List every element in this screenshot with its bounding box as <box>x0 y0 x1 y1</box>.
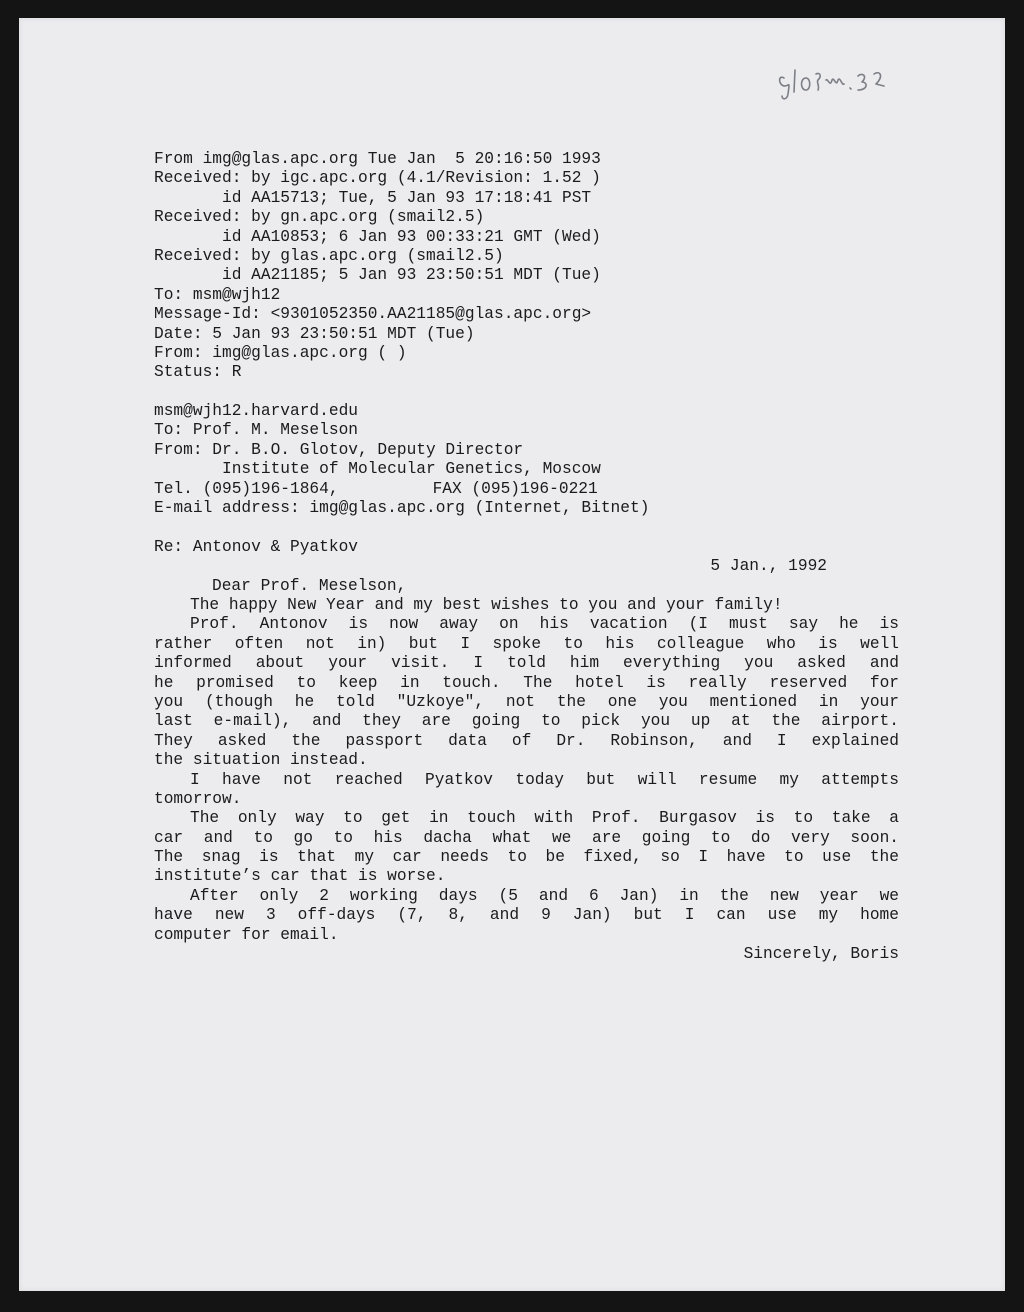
email-headers <box>154 150 899 383</box>
spacer <box>154 383 899 402</box>
body-line: Prof. Antonov is now away on his vacation (I must say he is <box>190 615 899 634</box>
recipient-email: msm@wjh12.harvard.edu <box>154 402 358 421</box>
letter-body <box>154 596 899 945</box>
body-line: They asked the passport data of Dr. Robinson, and I explained <box>154 731 899 750</box>
body-line: The happy New Year and my best wishes to you and your family! <box>190 595 783 614</box>
paper-sheet <box>19 18 1005 1291</box>
email-address-line: E-mail address: img@glas.apc.org (Internet, Bitnet) <box>154 499 650 518</box>
subject-line: Re: Antonov & Pyatkov <box>154 537 358 556</box>
body-line: The only way to get in touch with Prof. Burgasov is to take a <box>190 809 899 828</box>
body-line: last e-mail), and they are going to pick you up at the airport. <box>154 712 899 731</box>
address-block <box>154 402 899 518</box>
tel-number: Tel. (095)196-1864, <box>154 479 339 498</box>
body-line: car and to go to his dacha what we are going to do very soon. <box>154 828 899 847</box>
header-line: Received: by igc.apc.org (4.1/Revision: 1.52 ) <box>154 169 601 188</box>
body-line: he promised to keep in touch. The hotel is really reserved for <box>154 673 899 692</box>
institute-line: Institute of Molecular Genetics, Moscow <box>222 460 601 479</box>
body-line: tomorrow. <box>154 789 242 808</box>
header-line: Received: by glas.apc.org (smail2.5) <box>154 246 504 265</box>
closing-signature: Sincerely, Boris <box>743 945 899 964</box>
header-line: id AA10853; 6 Jan 93 00:33:21 GMT (Wed) <box>222 227 601 246</box>
header-line: Status: R <box>154 363 242 382</box>
header-line: Date: 5 Jan 93 23:50:51 MDT (Tue) <box>154 324 475 343</box>
spacer <box>154 518 899 537</box>
salutation: Dear Prof. Meselson, <box>212 576 407 595</box>
body-line: have new 3 off-days (7, 8, and 9 Jan) but I can use my home <box>154 906 899 925</box>
header-line: From img@glas.apc.org Tue Jan 5 20:16:50 1993 <box>154 150 601 168</box>
header-line: Received: by gn.apc.org (smail2.5) <box>154 208 485 227</box>
fax-number: FAX (095)196-0221 <box>432 479 598 498</box>
body-line: After only 2 working days (5 and 6 Jan) in the new year we <box>190 886 899 905</box>
body-line: you (though he told "Uzkoye", not the one you mentioned in your <box>154 692 899 711</box>
header-line: From: img@glas.apc.org ( ) <box>154 343 407 362</box>
body-line: informed about your visit. I told him everything you asked and <box>154 654 899 673</box>
body-line: I have not reached Pyatkov today but will resume my attempts <box>190 770 899 789</box>
header-line: Message-Id: <9301052350.AA21185@glas.apc.org> <box>154 305 592 324</box>
header-line: To: msm@wjh12 <box>154 285 281 304</box>
header-line: id AA15713; Tue, 5 Jan 93 17:18:41 PST <box>222 188 592 207</box>
email-letter <box>154 150 899 964</box>
phone-fax-line <box>154 480 899 499</box>
handwritten-annotation <box>776 64 906 104</box>
from-line: From: Dr. B.O. Glotov, Deputy Director <box>154 440 524 459</box>
body-line: The snag is that my car needs to be fixed, so I have to use the <box>154 848 899 867</box>
body-line: rather often not in) but I spoke to his colleague who is well <box>154 634 899 653</box>
to-line: To: Prof. M. Meselson <box>154 421 358 440</box>
body-line: institute’s car that is worse. <box>154 867 446 886</box>
letter-date: 5 Jan., 1992 <box>710 557 827 576</box>
body-line: the situation instead. <box>154 751 368 770</box>
body-line: computer for email. <box>154 925 339 944</box>
handwritten-scribble <box>776 64 906 104</box>
header-line: id AA21185; 5 Jan 93 23:50:51 MDT (Tue) <box>222 266 601 285</box>
